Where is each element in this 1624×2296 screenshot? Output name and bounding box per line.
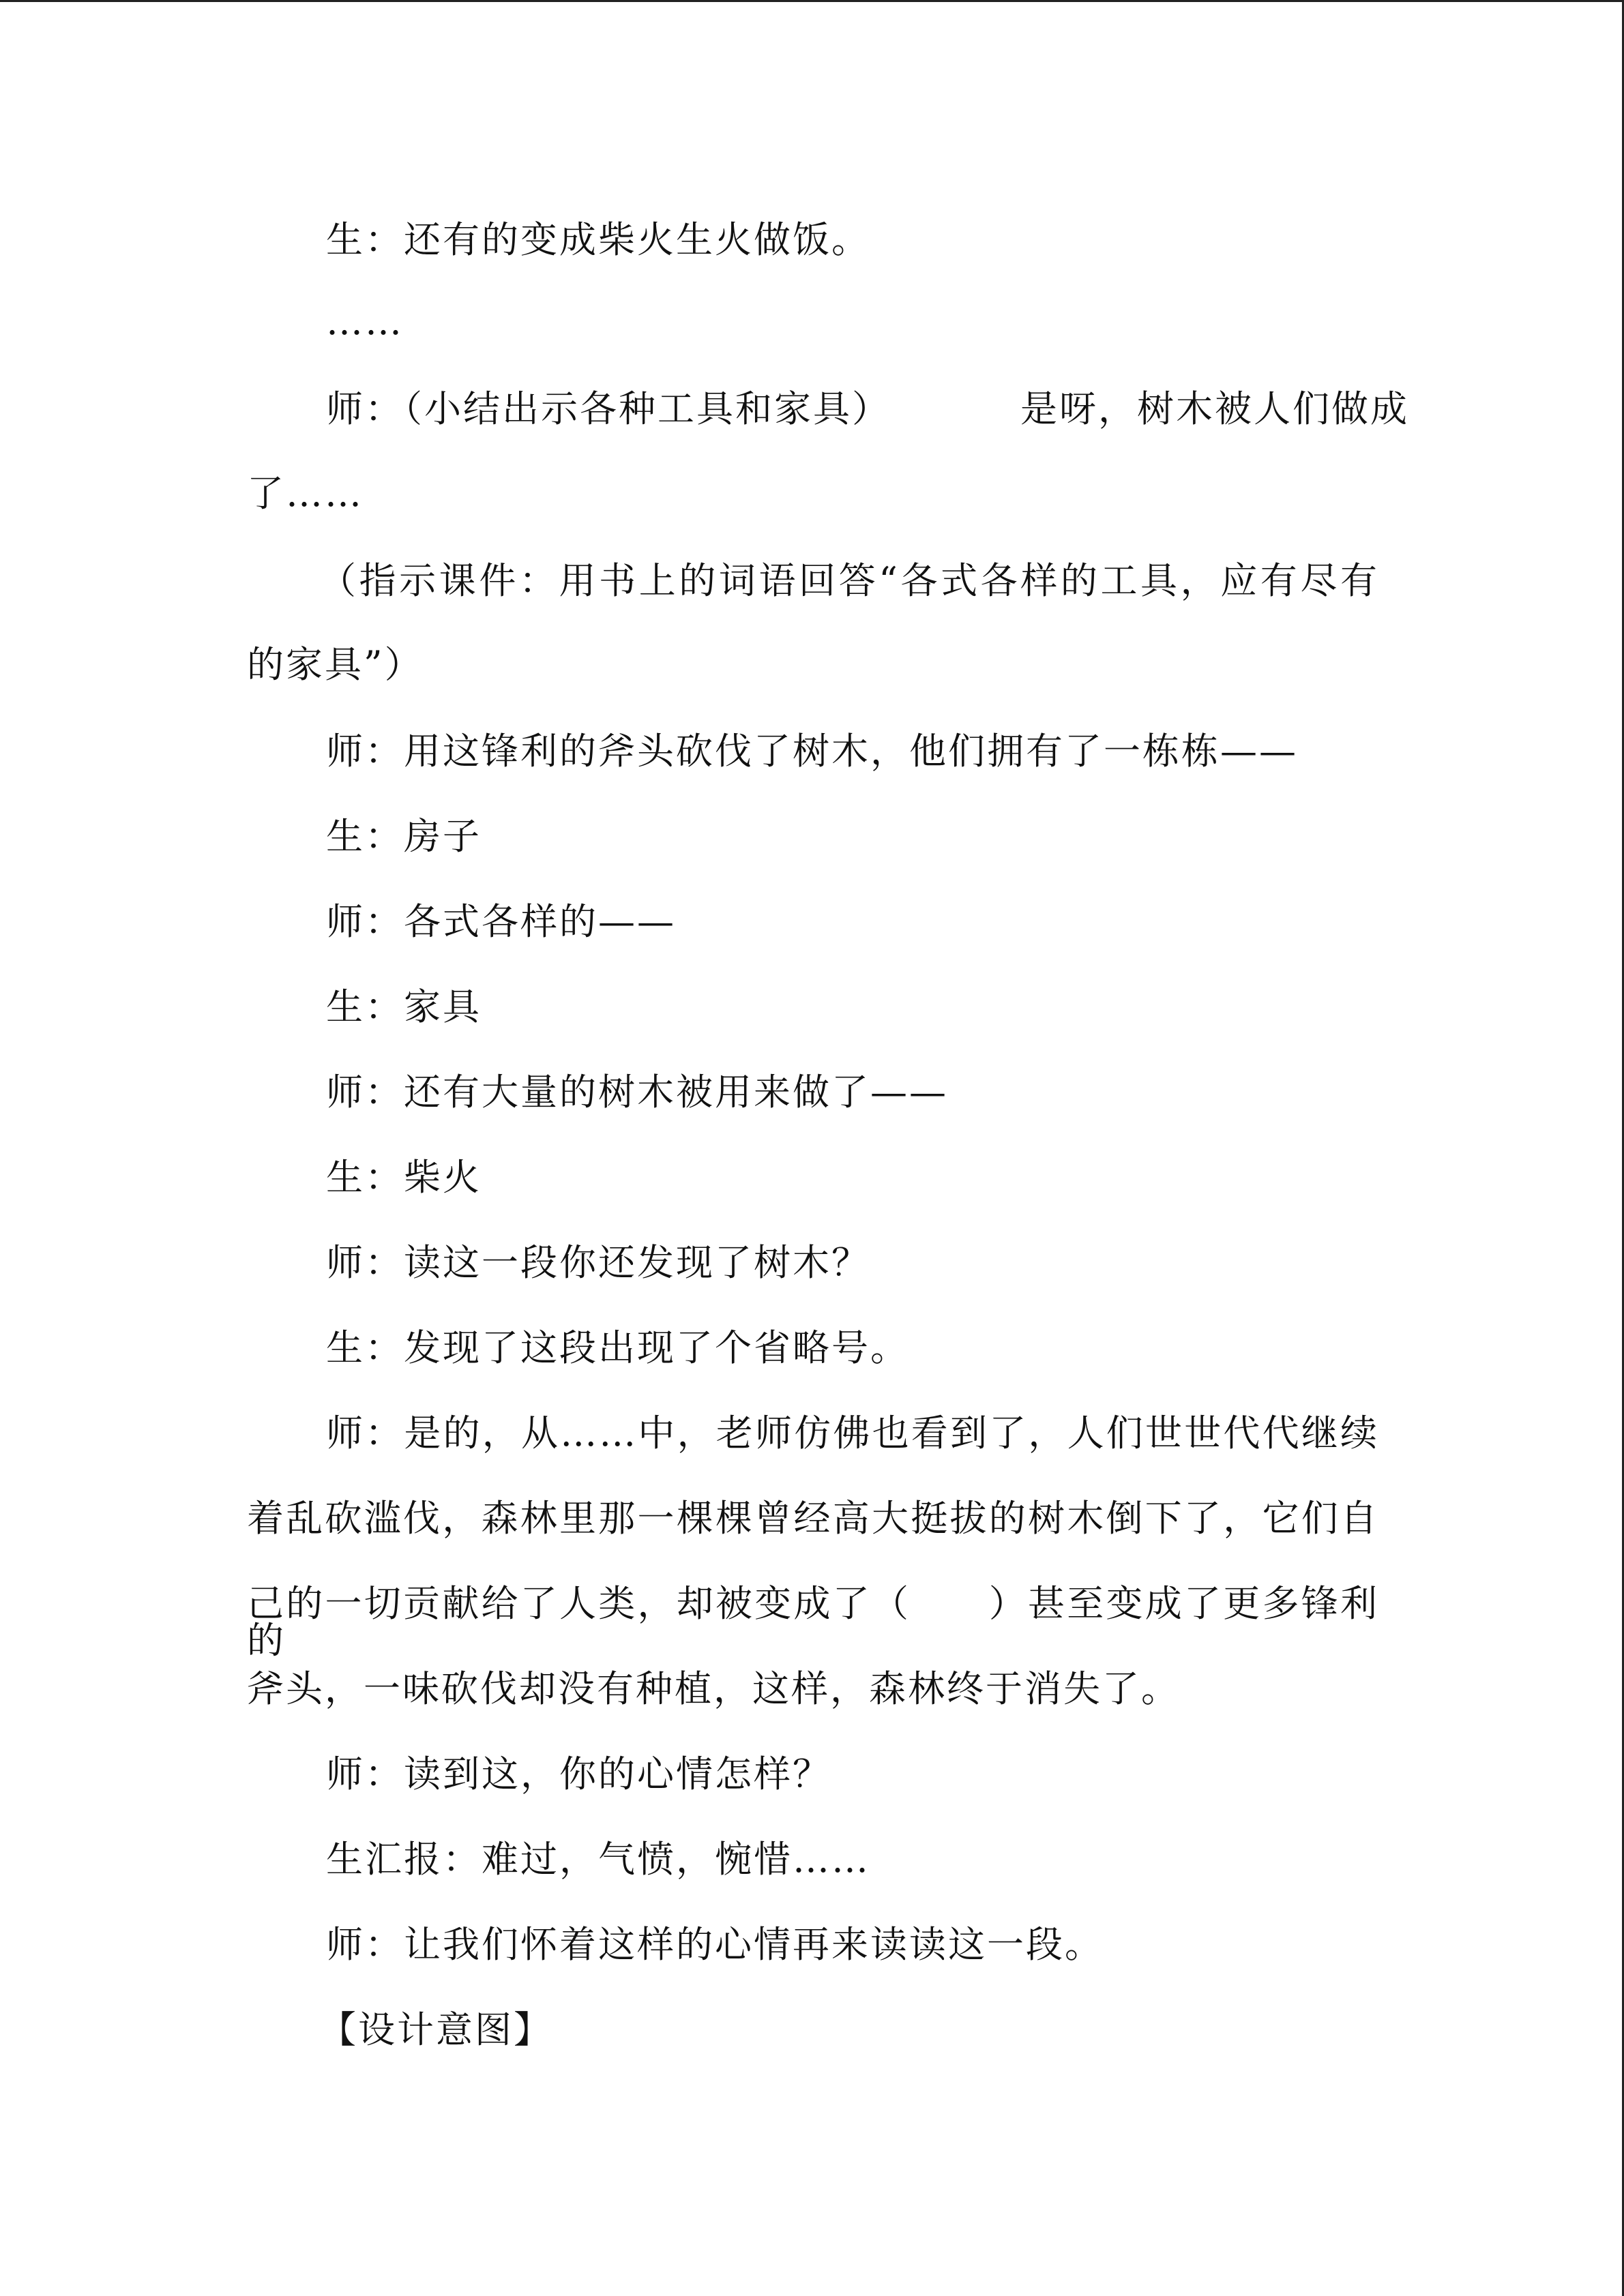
paragraph-line: 生：家具 (326, 985, 482, 1028)
paragraph-line: 师：读到这，你的心情怎样？ (326, 1753, 831, 1795)
ellipsis-line: …… (326, 300, 404, 343)
paragraph-line: 的家具”） (247, 643, 424, 686)
paragraph-line: 了…… (247, 472, 364, 515)
teacher-summary-continued: 是呀，树木被人们做成 (1020, 387, 1409, 430)
paragraph-line: 师：还有大量的树木被用来做了—— (326, 1071, 948, 1114)
paragraph-line: 生：房子 (326, 815, 482, 858)
paragraph-line: 己的一切贡献给了人类，却被变成了（ ）甚至变成了更多锋利的 (247, 1582, 1379, 1662)
paragraph-line: 生汇报：难过，气愤，惋惜…… (326, 1838, 870, 1881)
paragraph-line: 生：还有的变成柴火生火做饭。 (326, 218, 870, 261)
paragraph-line: 斧头，一味砍伐却没有种植，这样，森林终于消失了。 (247, 1667, 1180, 1710)
paragraph-line: 师：各式各样的—— (326, 900, 676, 943)
page-border-top (0, 0, 1624, 2)
section-heading: 【设计意图】 (319, 2008, 552, 2051)
paragraph-line: 师：让我们怀着这样的心情再来读读这一段。 (326, 1923, 1104, 1966)
paragraph-line: （指示课件：用书上的词语回答“各式各样的工具，应有尽有 (319, 559, 1379, 602)
paragraph-line: 师：用这锋利的斧头砍伐了树木，他们拥有了一栋栋—— (326, 730, 1298, 773)
paragraph-line: 生：发现了这段出现了个省略号。 (326, 1326, 909, 1369)
paragraph-line (326, 387, 1409, 430)
teacher-summary-text: 师：（小结出示各种工具和家具） (326, 387, 891, 430)
paragraph-line: 着乱砍滥伐，森林里那一棵棵曾经高大挺拔的树木倒下了，它们自 (247, 1497, 1379, 1540)
paragraph-line: 生：柴火 (326, 1156, 482, 1199)
paragraph-line: 师：是的，从……中，老师仿佛也看到了，人们世世代代继续 (326, 1412, 1379, 1455)
paragraph-line: 师：读这一段你还发现了树木？ (326, 1241, 870, 1284)
